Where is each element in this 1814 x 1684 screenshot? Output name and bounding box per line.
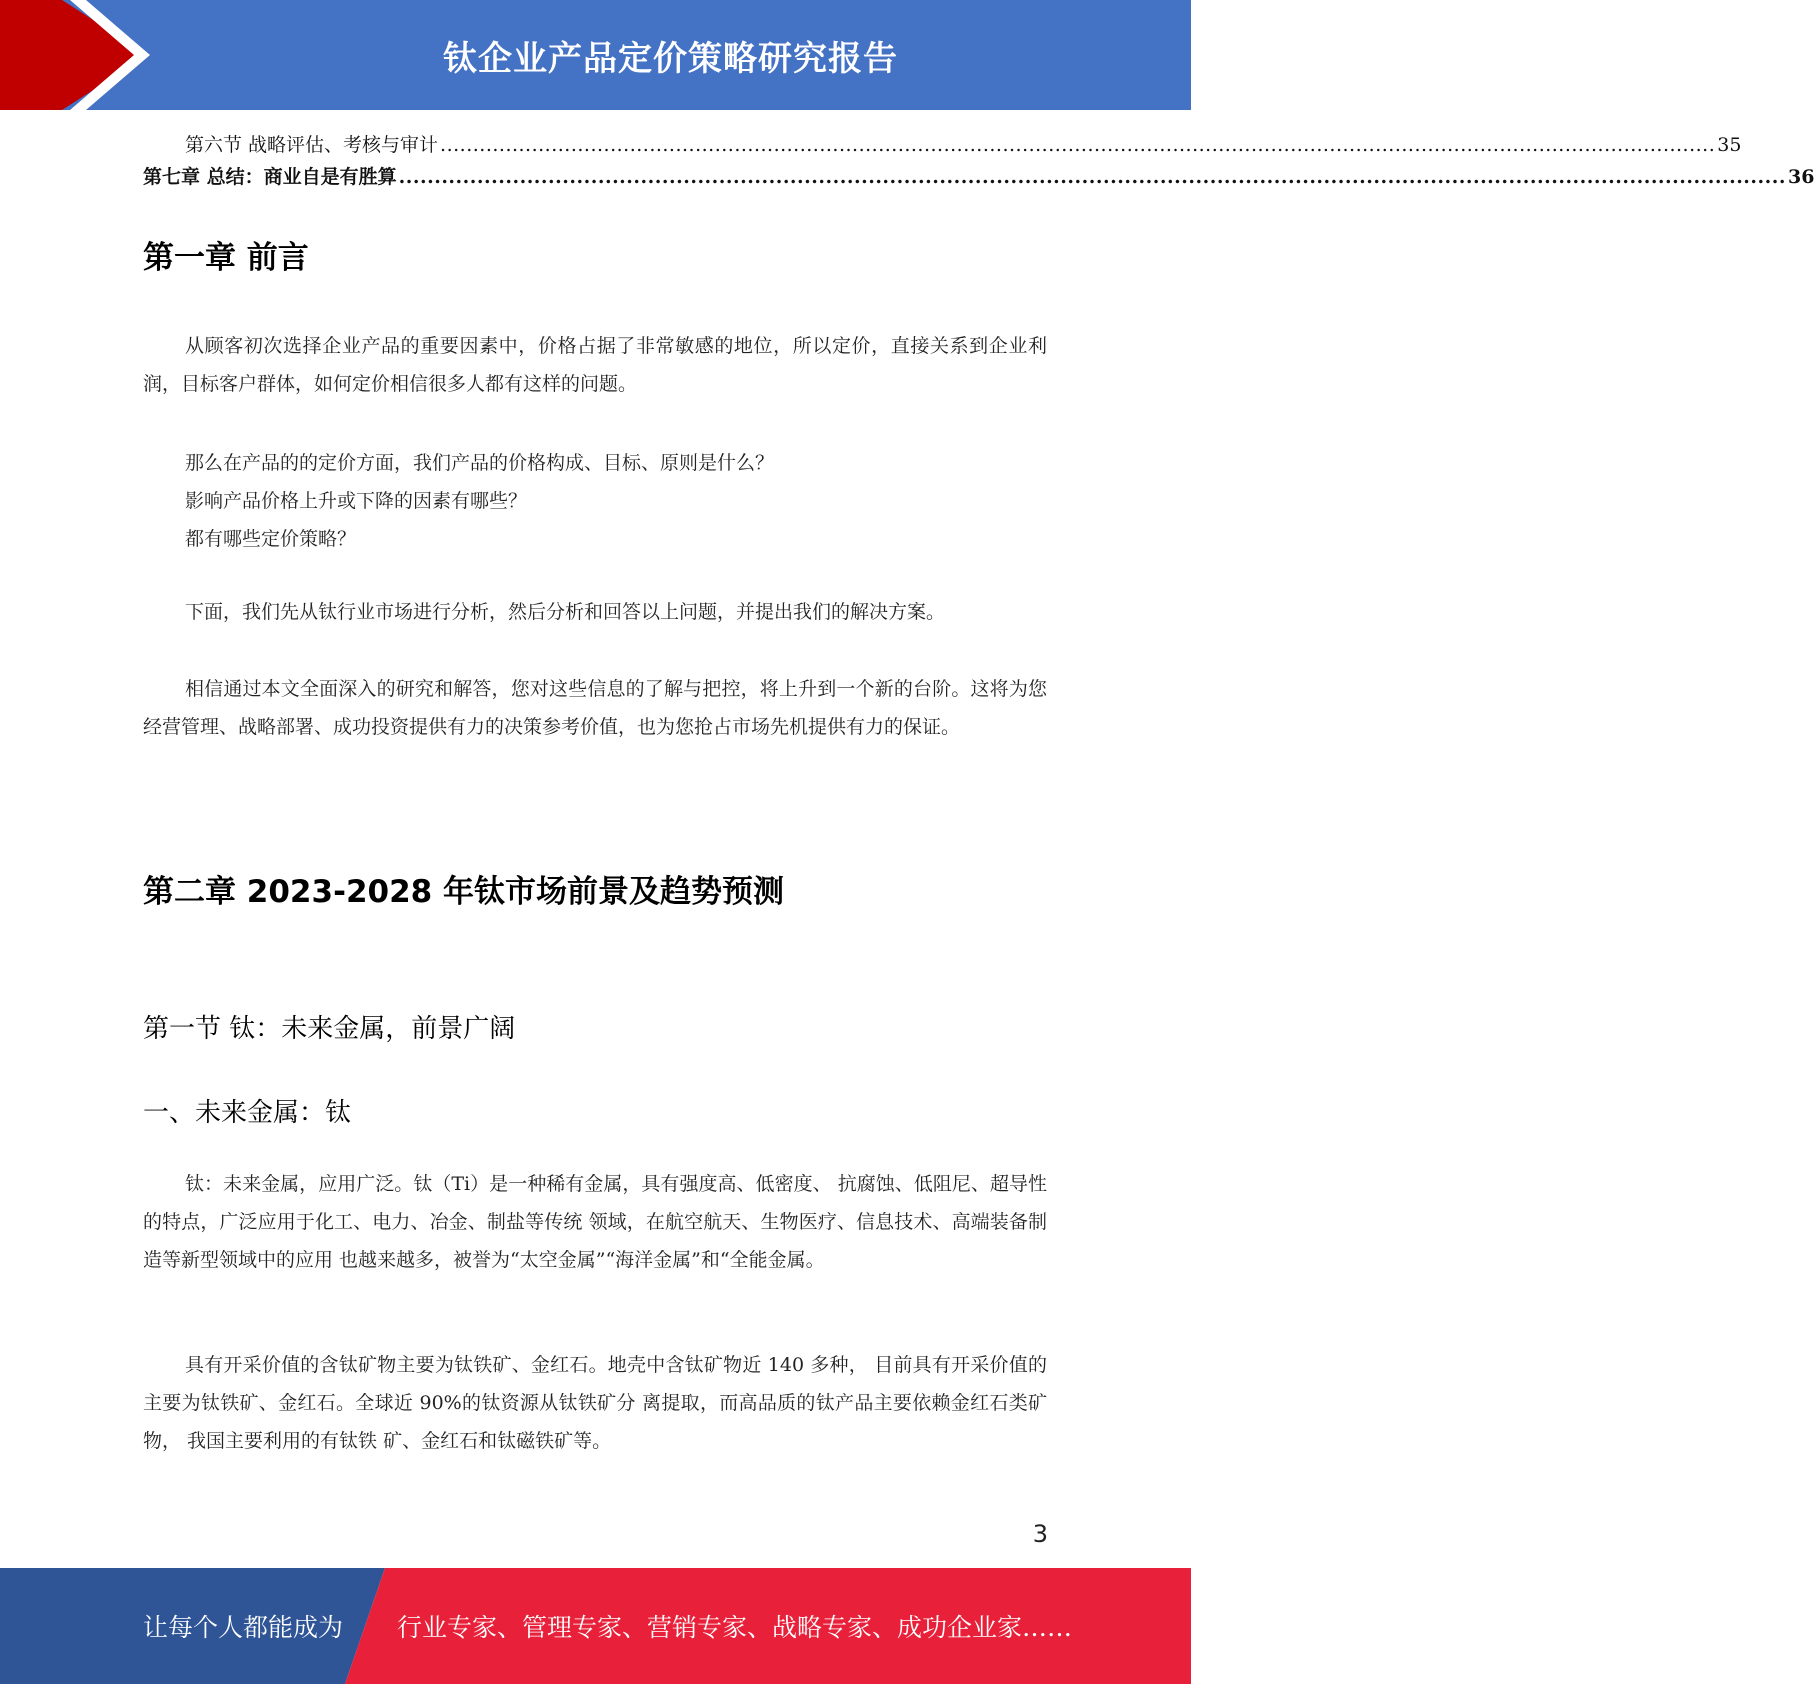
question-line-3: 都有哪些定价策略？ [185, 528, 357, 550]
toc-entry-chapter-7[interactable] [143, 162, 1814, 189]
footer-slogan-right: 行业专家、管理专家、营销专家、战略专家、成功企业家…… [397, 1613, 1073, 1642]
report-title: 钛企业产品定价策略研究报告 [443, 38, 898, 79]
question-line-1: 那么在产品的的定价方面，我们产品的价格构成、目标、原则是什么？ [185, 452, 775, 474]
footer-slogan-left: 让每个人都能成为 [143, 1613, 344, 1642]
chapter-1-paragraph-3: 相信通过本文全面深入的研究和解答，您对这些信息的了解与把控，将上升到一个新的台阶。这将为您经营管理、战略部署、成功投资提供有力的决策参考价值，也为您抢占市场先机提供有力的保证。 [143, 678, 1047, 738]
toc-entry-label: 第七章 总结：商业自是有胜算 [143, 166, 397, 188]
page-number: 3 [1032, 1520, 1048, 1548]
question-line-2: 影响产品价格上升或下降的因素有哪些？ [185, 490, 528, 512]
chapter-1-heading: 第一章 前言 [143, 240, 309, 276]
chapter-2-paragraph-1: 钛：未来金属，应用广泛。钛（Ti）是一种稀有金属，具有强度高、低密度、 抗腐蚀、低阻尼、超导性的特点，广泛应用于化工、电力、冶金、制盐等传统 领域，在航空航天、生物医疗、信息技术、高端装备制造等新型领域中的应用 也越来越多，被誉为“太空金属”“海洋金属”和“全能金属。 [143, 1173, 1047, 1271]
toc-entry-section-6[interactable] [185, 130, 1742, 157]
toc-entry-page: 36 [1788, 166, 1814, 188]
section-1-heading: 第一节 钛：未来金属，前景广阔 [143, 1014, 516, 1044]
toc-entry-page: 35 [1717, 134, 1742, 156]
toc-entry-label: 第六节 战略评估、考核与审计 [185, 134, 439, 156]
chapter-1-paragraph-1: 从顾客初次选择企业产品的重要因素中，价格占据了非常敏感的地位，所以定价，直接关系到企业利润，目标客户群体，如何定价相信很多人都有这样的问题。 [143, 335, 1047, 395]
chapter-2-paragraph-2: 具有开采价值的含钛矿物主要为钛铁矿、金红石。地壳中含钛矿物近 140 多种， 目前具有开采价值的主要为钛铁矿、金红石。全球近 90%的钛资源从钛铁矿分 离提取，而高品质的钛产品主要依赖金红石类矿物， 我国主要利用的有钛铁 矿、金红石和钛磁铁矿等。 [143, 1354, 1047, 1452]
header-arrow-graphic [0, 0, 160, 110]
header-band [0, 0, 1191, 110]
chapter-2-heading: 第二章 2023-2028 年钛市场前景及趋势预测 [143, 874, 785, 910]
toc-leader-dots: ................................................................................................................................................................................................... [398, 166, 1787, 188]
toc-leader-dots: ................................................................................................................................................................................................... [440, 134, 1716, 156]
chapter-1-paragraph-2: 下面，我们先从钛行业市场进行分析，然后分析和回答以上问题，并提出我们的解决方案。 [185, 601, 946, 623]
footer-band [0, 1568, 1191, 1684]
subsection-1-heading: 一、未来金属：钛 [143, 1098, 352, 1128]
